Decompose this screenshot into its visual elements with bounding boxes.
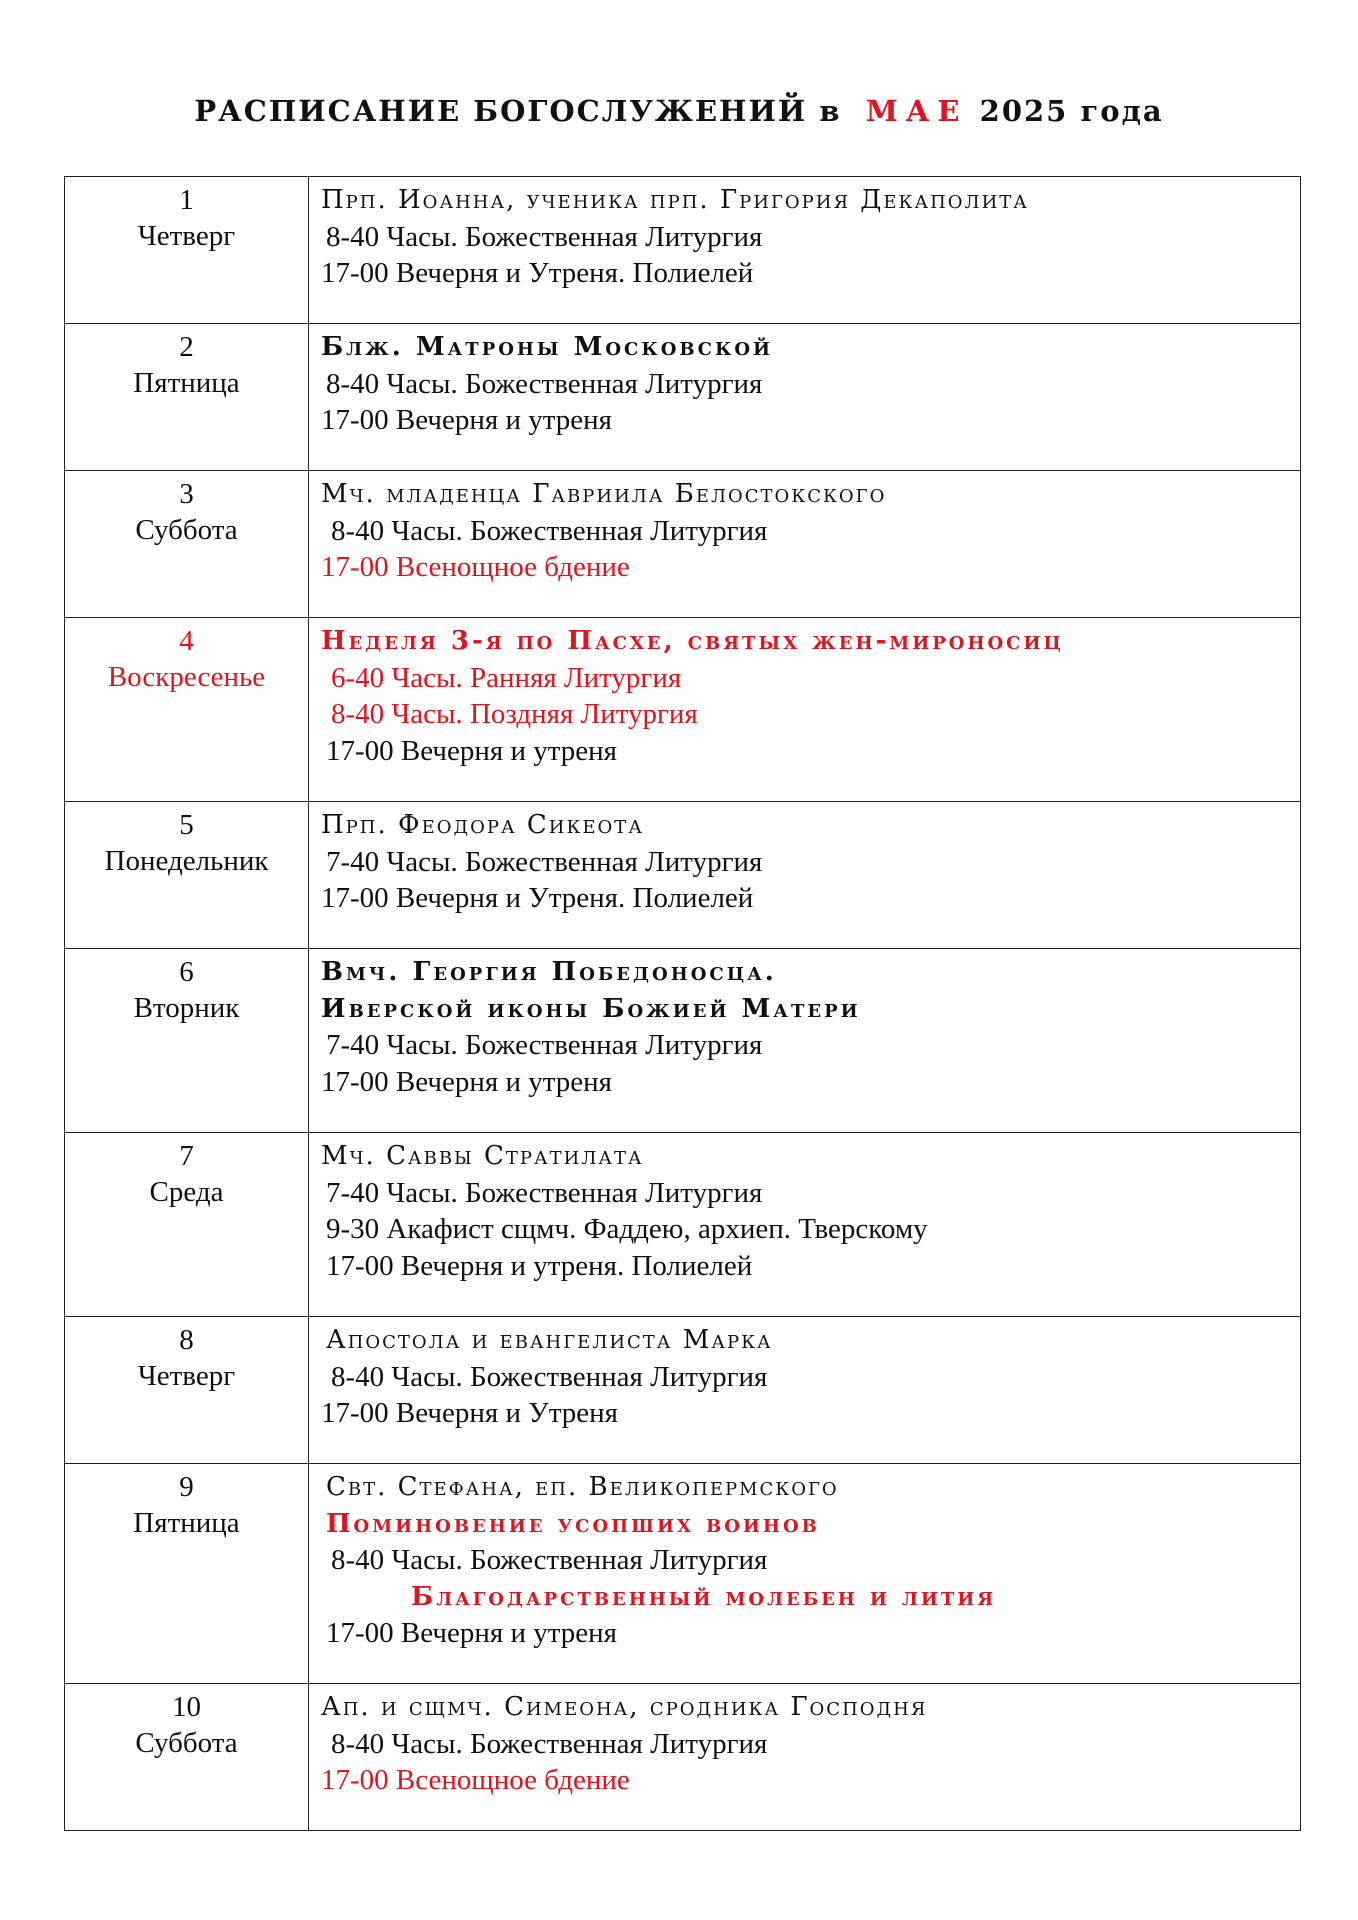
day-cell (65, 1684, 309, 1831)
title-part2: 2025 года (979, 94, 1164, 128)
day-weekday: Суббота (135, 514, 238, 546)
service-line: 6-40 Часы. Ранняя Литургия (331, 661, 682, 694)
day-number: 5 (179, 809, 194, 841)
day-cell (65, 618, 309, 802)
service-line: 17-00 Вечерня и Утреня. Полиелей (321, 882, 754, 914)
day-weekday: Пятница (133, 367, 240, 399)
day-weekday: Суббота (135, 1727, 238, 1759)
day-weekday: Пятница (133, 1507, 240, 1539)
day-cell (65, 324, 309, 471)
services-cell (309, 802, 1301, 949)
service-line: 17-00 Вечерня и утреня (321, 1065, 612, 1098)
day-number: 8 (179, 1324, 194, 1356)
service-line: 17-00 Вечерня и утреня (321, 404, 612, 436)
feast-line: Апостола и евангелиста Марка (326, 1325, 773, 1355)
services-cell (309, 177, 1301, 324)
day-weekday: Воскресенье (107, 661, 266, 693)
feast-line: Мч. Саввы Стратилата (321, 1141, 644, 1171)
table-row (65, 1684, 1301, 1831)
service-line: 8-40 Часы. Божественная Литургия (331, 514, 768, 547)
services-cell (309, 471, 1301, 618)
service-line: 7-40 Часы. Божественная Литургия (326, 1029, 763, 1061)
feast-line: Блж. Матроны Московской (321, 332, 774, 362)
service-line: 17-00 Вечерня и утреня. Полиелей (326, 1249, 753, 1282)
service-line: 8-40 Часы. Божественная Литургия (331, 1727, 768, 1760)
day-number: 9 (179, 1471, 194, 1503)
table-row (65, 1133, 1301, 1317)
service-line: 17-00 Вечерня и утреня (326, 734, 617, 767)
service-line: 7-40 Часы. Божественная Литургия (326, 845, 763, 878)
table-row (65, 949, 1301, 1133)
table-row (65, 802, 1301, 949)
service-line: 8-40 Часы. Поздняя Литургия (331, 698, 698, 730)
service-line: 7-40 Часы. Божественная Литургия (326, 1176, 763, 1209)
day-weekday: Понедельник (104, 845, 269, 877)
table-row (65, 618, 1301, 802)
table-row (65, 177, 1301, 324)
day-number: 3 (179, 478, 194, 510)
services-cell (309, 949, 1301, 1133)
service-line: 17-00 Всенощное бдение (321, 551, 630, 583)
feast-line: Неделя 3-я по Пасхе, святых жен-мироносиц (321, 626, 1064, 656)
day-cell (65, 1133, 309, 1317)
services-cell (309, 324, 1301, 471)
table-row (65, 1464, 1301, 1684)
service-line: 17-00 Вечерня и Утреня (321, 1397, 619, 1429)
service-line: 9-30 Акафист сщмч. Фаддею, архиеп. Тверскому (326, 1213, 928, 1245)
day-cell (65, 177, 309, 324)
day-number: 10 (172, 1691, 201, 1723)
feast-line: Иверской иконы Божией Матери (321, 993, 861, 1024)
feast-line: Мч. младенца Гавриила Белостокского (321, 479, 887, 509)
feast-line: Благодарственный молебен и лития (411, 1581, 997, 1612)
service-line: 17-00 Всенощное бдение (321, 1764, 630, 1796)
service-line: 17-00 Вечерня и Утреня. Полиелей (321, 257, 754, 289)
services-cell (309, 1317, 1301, 1464)
service-line: 17-00 Вечерня и утреня (326, 1617, 617, 1649)
table-row (65, 471, 1301, 618)
service-line: 8-40 Часы. Божественная Литургия (326, 220, 763, 253)
day-weekday: Среда (149, 1176, 224, 1208)
day-number: 6 (179, 956, 194, 988)
day-number: 4 (179, 625, 194, 657)
table-row (65, 1317, 1301, 1464)
day-cell (65, 471, 309, 618)
day-weekday: Четверг (137, 1360, 236, 1392)
day-cell (65, 1464, 309, 1684)
schedule-table (64, 176, 1301, 1831)
day-number: 2 (179, 331, 194, 363)
feast-line: Прп. Иоанна, ученика прп. Григория Декаполита (321, 185, 1029, 215)
day-weekday: Вторник (133, 992, 240, 1024)
day-number: 7 (179, 1140, 194, 1172)
feast-line: Прп. Феодора Сикеота (321, 810, 644, 840)
feast-line: Поминовение усопших воинов (326, 1508, 820, 1539)
feast-line: Свт. Стефана, еп. Великопермского (326, 1472, 839, 1502)
services-cell (309, 1133, 1301, 1317)
page-title (0, 94, 1358, 128)
day-weekday: Четверг (137, 220, 236, 252)
service-line: 8-40 Часы. Божественная Литургия (331, 1544, 768, 1576)
service-line: 8-40 Часы. Божественная Литургия (331, 1360, 768, 1393)
title-month: МАЕ (865, 94, 968, 128)
title-part1: РАСПИСАНИЕ БОГОСЛУЖЕНИЙ в (194, 94, 842, 128)
services-cell (309, 1464, 1301, 1684)
services-cell (309, 618, 1301, 802)
day-cell (65, 802, 309, 949)
feast-line: Ап. и сщмч. Симеона, сродника Господня (321, 1692, 928, 1722)
day-cell (65, 949, 309, 1133)
day-number: 1 (179, 184, 194, 216)
day-cell (65, 1317, 309, 1464)
services-cell (309, 1684, 1301, 1831)
table-row (65, 324, 1301, 471)
feast-line: Вмч. Георгия Победоносца. (321, 957, 777, 987)
service-line: 8-40 Часы. Божественная Литургия (326, 367, 763, 400)
